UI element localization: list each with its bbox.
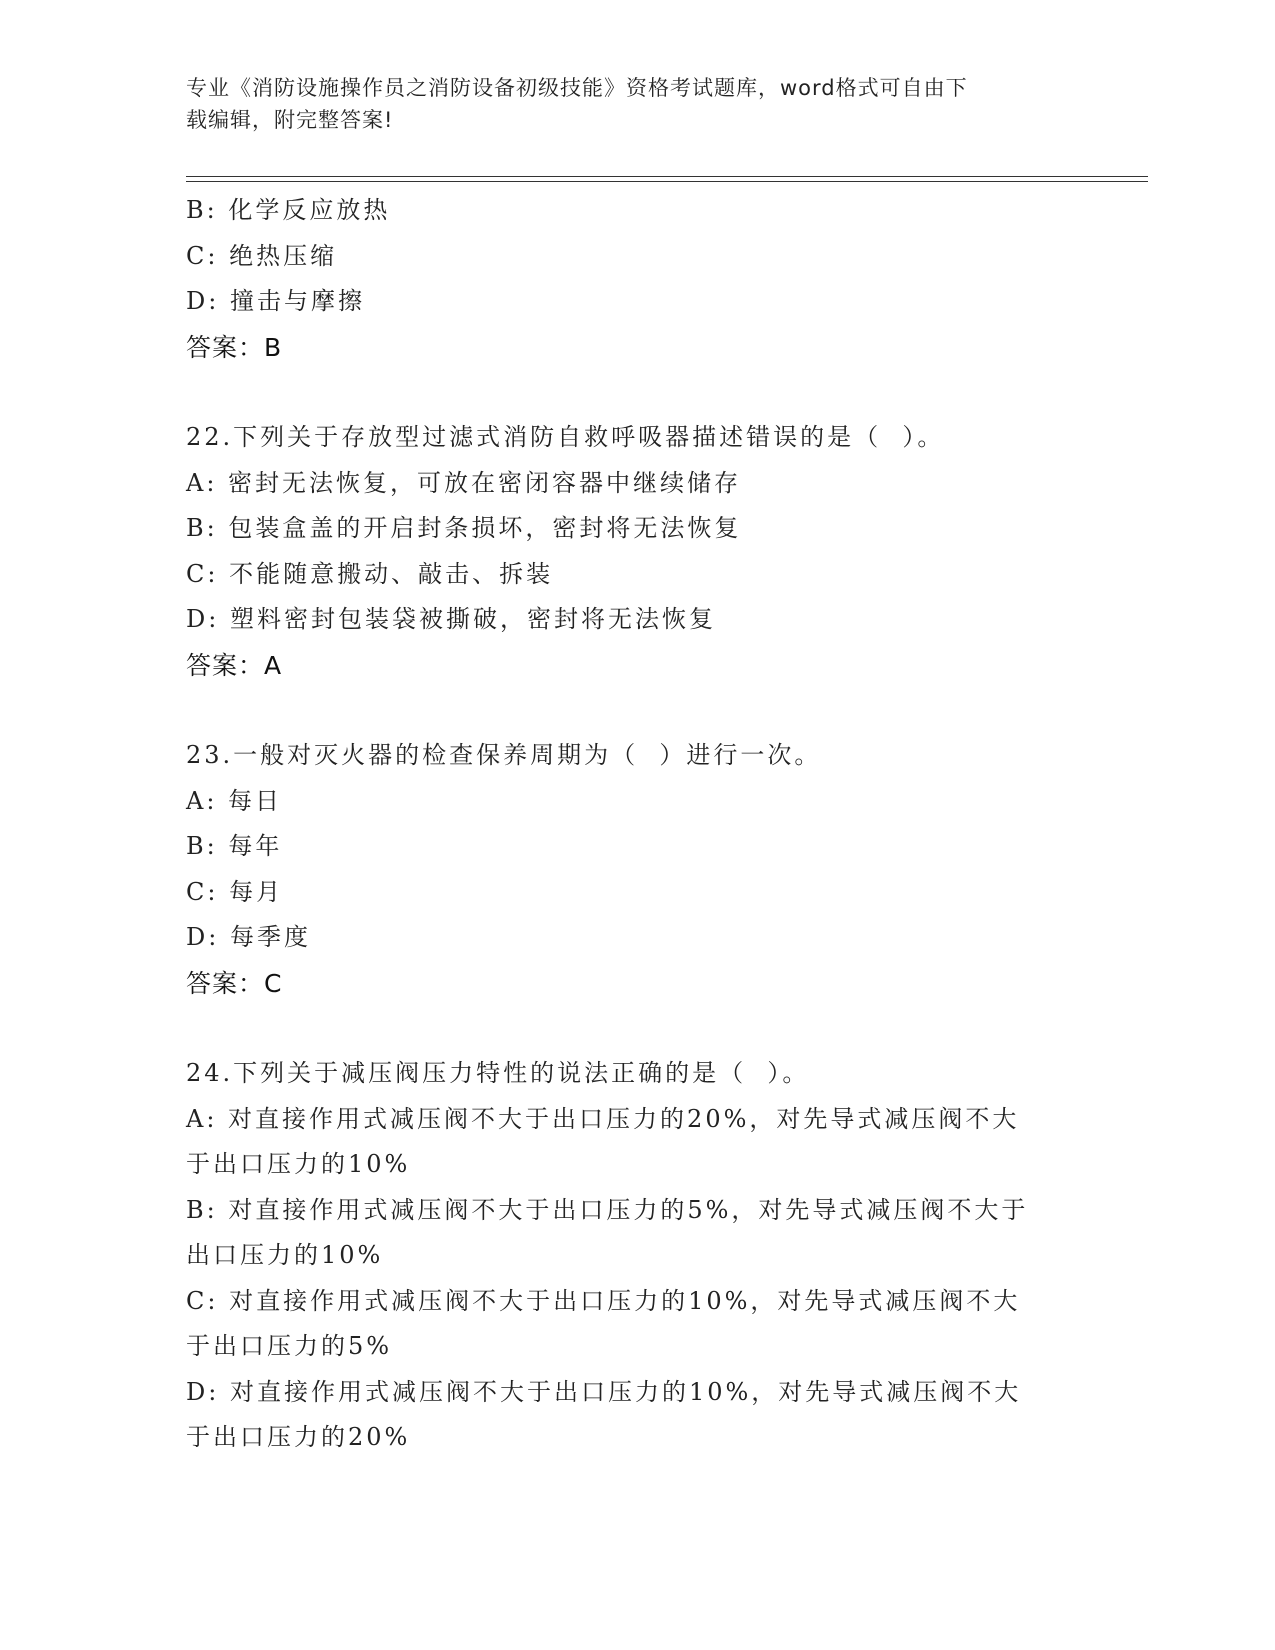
option-a-line-2: 于出口压力的10% (186, 1150, 411, 1178)
option-c: C: 不能随意搬动、敲击、拆装 (186, 559, 554, 588)
answer: 答案：A (186, 650, 283, 680)
option-a: A: 密封无法恢复，可放在密闭容器中继续储存 (186, 468, 742, 497)
option-a-line-1: A: 对直接作用式减压阀不大于出口压力的20%，对先导式减压阀不大 (186, 1104, 1020, 1133)
option-d: D: 每季度 (186, 923, 311, 951)
question-22 (186, 415, 1086, 688)
option-b: B: 每年 (186, 832, 283, 860)
option-c-line-2: 于出口压力的5% (186, 1332, 393, 1360)
header-divider (186, 176, 1148, 182)
option-d-line-1: D: 对直接作用式减压阀不大于出口压力的10%，对先导式减压阀不大 (186, 1377, 1022, 1406)
answer: 答案：C (186, 968, 283, 998)
option-d-line-2: 于出口压力的20% (186, 1423, 411, 1451)
question-24 (186, 1051, 1086, 1461)
option-c: C: 绝热压缩 (186, 241, 338, 270)
question-text: 23.一般对灭火器的检查保养周期为（ ）进行一次。 (186, 741, 822, 769)
question-text: 22.下列关于存放型过滤式消防自救呼吸器描述错误的是（ ）。 (186, 423, 945, 451)
spacer (186, 1006, 1086, 1051)
page-header (186, 72, 1066, 136)
spacer (186, 688, 1086, 733)
option-b-line-1: B: 对直接作用式减压阀不大于出口压力的5%，对先导式减压阀不大于 (186, 1195, 1029, 1224)
option-a: A: 每日 (186, 786, 283, 815)
header-line-2: 载编辑，附完整答案! (186, 108, 394, 132)
option-b-line-2: 出口压力的10% (186, 1241, 384, 1269)
option-d: D: 塑料密封包装袋被撕破，密封将无法恢复 (186, 605, 716, 633)
answer: 答案：B (186, 332, 283, 362)
option-b: B: 化学反应放热 (186, 196, 391, 224)
document-body (186, 188, 1086, 1461)
question-23 (186, 733, 1086, 1006)
question-text: 24.下列关于减压阀压力特性的说法正确的是（ ）。 (186, 1059, 810, 1087)
option-b: B: 包装盒盖的开启封条损坏，密封将无法恢复 (186, 514, 742, 542)
spacer (186, 370, 1086, 415)
question-21-tail (186, 188, 1086, 370)
option-c: C: 每月 (186, 877, 284, 906)
header-line-1: 专业《消防设施操作员之消防设备初级技能》资格考试题库，word格式可自由下 (186, 76, 968, 100)
option-d: D: 撞击与摩擦 (186, 287, 365, 315)
option-c-line-1: C: 对直接作用式减压阀不大于出口压力的10%，对先导式减压阀不大 (186, 1286, 1021, 1315)
